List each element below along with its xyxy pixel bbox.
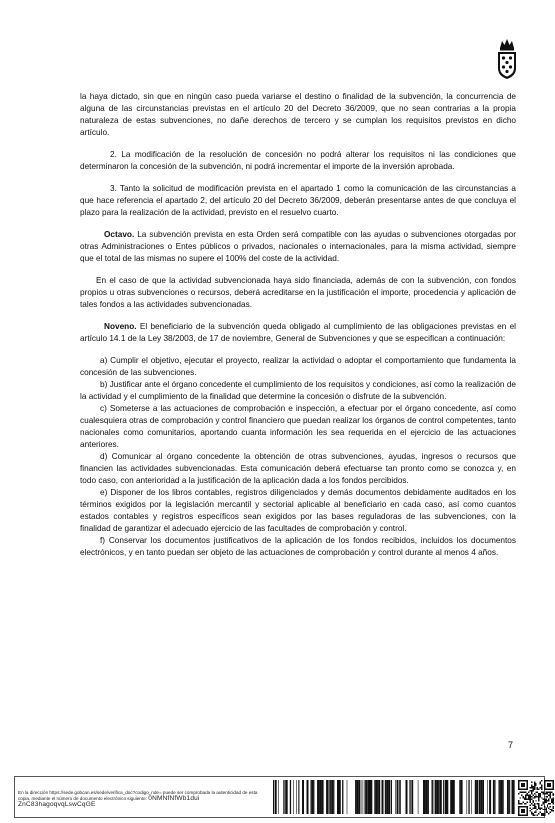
- obligation-d: d) Comunicar al órgano concedente la obtención de otras subvenciones, ayudas, ingresos o recursos que financien las actividades subvencionadas. Esta comunicación deberá efectuarse tan pronto como se conozca y, en todo caso, con anterioridad a la justificación de la aplicación dada a los fondos percibidos.: [80, 452, 516, 485]
- qr-code-icon: [518, 780, 554, 816]
- paragraph-noveno: [80, 321, 516, 345]
- document-code: 0NMNfNfWb1dui ZnC83hagoqvqLswCqGE: [18, 794, 200, 808]
- coat-of-arms-icon: [495, 38, 519, 80]
- paragraph-continuation: la haya dictado, sin que en ningún caso pueda variarse el destino o finalidad de la subvención, la concurrencia de alguna de las circunstancias previstas en el artículo 20 del Decreto 36/2009, que no sean contrarias a la propia naturaleza de estas subvenciones, no dañe derechos de tercero y se cumplan los requisitos previstos en dicho artículo.: [80, 92, 516, 137]
- page-number: 7: [508, 740, 514, 750]
- obligation-b: b) Justificar ante el órgano concedente el cumplimiento de los requisitos y condiciones, así como la realización de la actividad y el cumplimiento de la finalidad que determine la concesión o disfrute de la subvención.: [80, 380, 516, 401]
- octavo-text: La subvención prevista en esta Orden será compatible con las ayudas o subvenciones otorgadas por otras Administraciones o Entes públicos o privados, nacionales o internacionales, para la misma actividad, siempre que el total de las mismas no supere el 100% del coste de la actividad.: [80, 230, 516, 263]
- paragraph-modification-2: 2. La modificación de la resolución de concesión no podrá alterar los requisitos ni las condiciones que determinaron la concesión de la subvención, ni podrá incrementar el importe de la inversión aprobada.: [80, 150, 516, 171]
- document-body: [80, 91, 516, 559]
- verification-text-block: [18, 790, 258, 807]
- obligation-a: a) Cumplir el objetivo, ejecutar el proyecto, realizar la actividad o adoptar el comportamiento que fundamenta la concesión de las subvenciones.: [80, 356, 516, 377]
- paragraph-octavo: [80, 229, 516, 265]
- obligation-f: f) Conservar los documentos justificativos de la aplicación de los fondos recibidos, incluidos los documentos electrónicos, y en tanto puedan ser objeto de las actuaciones de comprobación y control durante al menos 4 años.: [80, 536, 516, 557]
- obligation-c: c) Someterse a las actuaciones de comprobación e inspección, a efectuar por el órgano concedente, así como cualesquiera otras de comprobación y control financiero que puedan realizar los órganos de control competentes, tanto nacionales como comunitarios, aportando cuanta información les sea requerida en el ejercicio de las actuaciones anteriores.: [80, 404, 516, 449]
- noveno-heading: Noveno.: [104, 322, 137, 331]
- paragraph-modification-3: 3. Tanto la solicitud de modificación prevista en el apartado 1 como la comunicación de las circunstancias a que hace referencia el apartado 2, del artículo 20 del Decreto 36/2009, deberán presentarse antes de que concluya el plazo para la realización de la actividad, previsto en el resuelvo cuarto.: [80, 184, 516, 217]
- verification-text: En la dirección https://sede.gobcan.es/sede/verifica_doc?codigo_nde= puede ser comprobada la autenticidad de esta copia, mediante el número de documento electrónico siguiente:: [18, 790, 258, 801]
- octavo-heading: Octavo.: [104, 230, 135, 239]
- verification-footer: [14, 776, 545, 818]
- paragraph-financing: En el caso de que la actividad subvencionada haya sido financiada, además de con la subvención, con fondos propios u otras subvenciones o recursos, deberá acreditarse en la justificación el importe, procedencia y aplicación de tales fondos a las actividades subvencionadas.: [80, 276, 516, 309]
- obligation-e: e) Disponer de los libros contables, registros diligenciados y demás documentos debidamente auditados en los términos exigidos por la legislación mercantil y sectorial aplicable al beneficiario en cada caso, así como cuantos estados contables y registros específicos sean exigidos por las bases reguladoras de las subvenciones, con la finalidad de garantizar el adecuado ejercicio de las facultades de comprobación y control.: [80, 488, 516, 533]
- barcode-icon: [273, 780, 515, 814]
- noveno-text: El beneficiario de la subvención queda obligado al cumplimiento de las obligaciones previstas en el artículo 14.1 de la Ley 38/2003, de 17 de noviembre, General de Subvenciones y que se especifican a continuación:: [80, 322, 516, 343]
